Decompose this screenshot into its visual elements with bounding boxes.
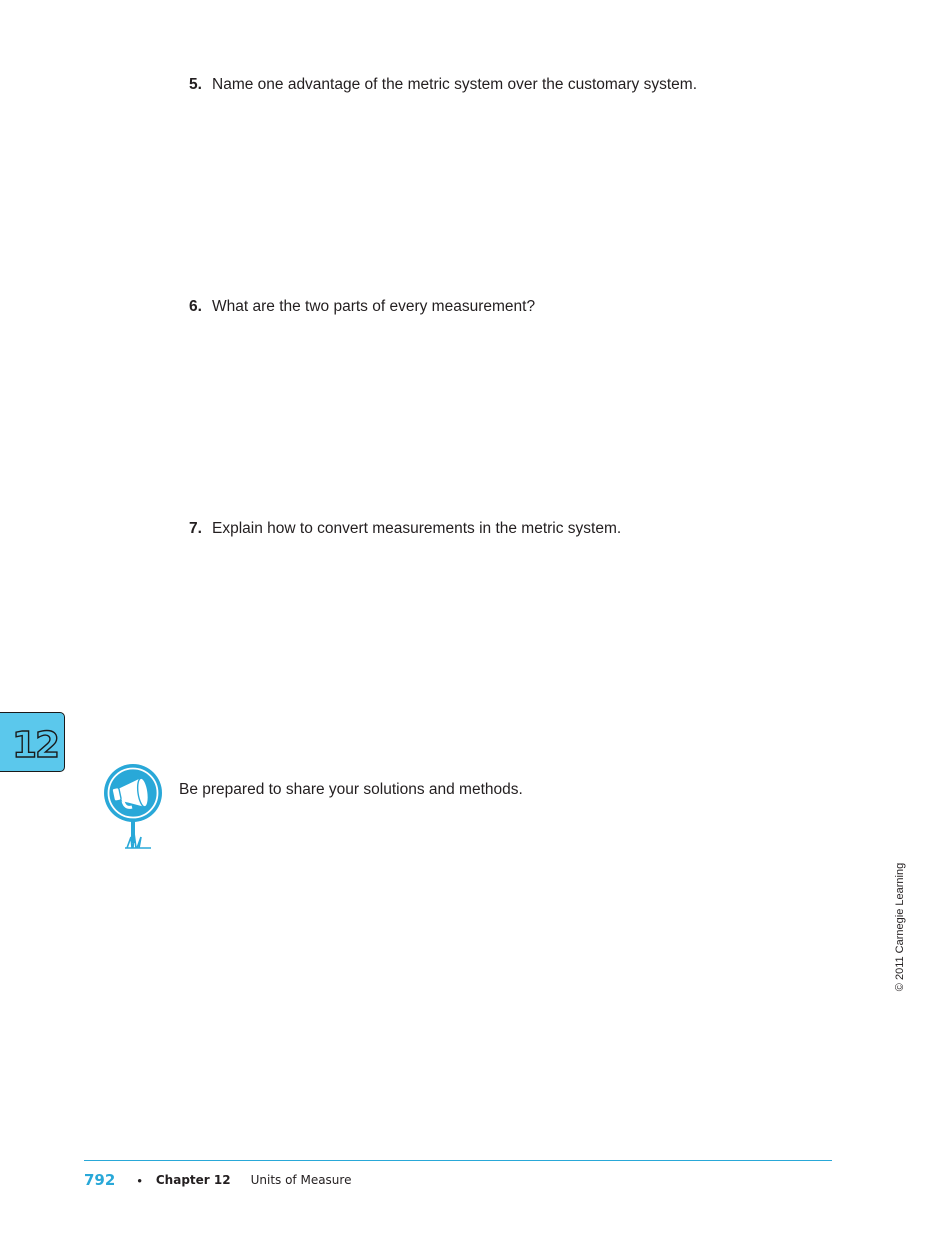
chapter-tab-label: 12 [11,725,59,766]
page-footer [84,1168,351,1192]
chapter-label: Chapter 12 [155,1173,231,1187]
footer-bullet: • [137,1172,142,1188]
question-6 [189,297,535,317]
footer-divider [84,1160,832,1161]
megaphone-sign-icon [101,763,165,851]
question-text: Explain how to convert measurements in the metric system. [212,520,622,537]
page-number: 792 [84,1171,116,1189]
chapter-tab-number [0,713,66,773]
question-5 [189,75,697,95]
question-text: What are the two parts of every measurement? [212,298,536,315]
copyright: © 2011 Carnegie Learning [894,862,906,992]
question-text: Name one advantage of the metric system over the customary system. [212,76,698,93]
chapter-tab [0,712,65,772]
question-number: 7. [189,520,202,537]
chapter-title: Units of Measure [250,1173,352,1187]
question-number: 6. [189,298,202,315]
share-prompt: Be prepared to share your solutions and methods. [179,781,523,798]
question-number: 5. [189,76,202,93]
question-7 [189,519,621,539]
